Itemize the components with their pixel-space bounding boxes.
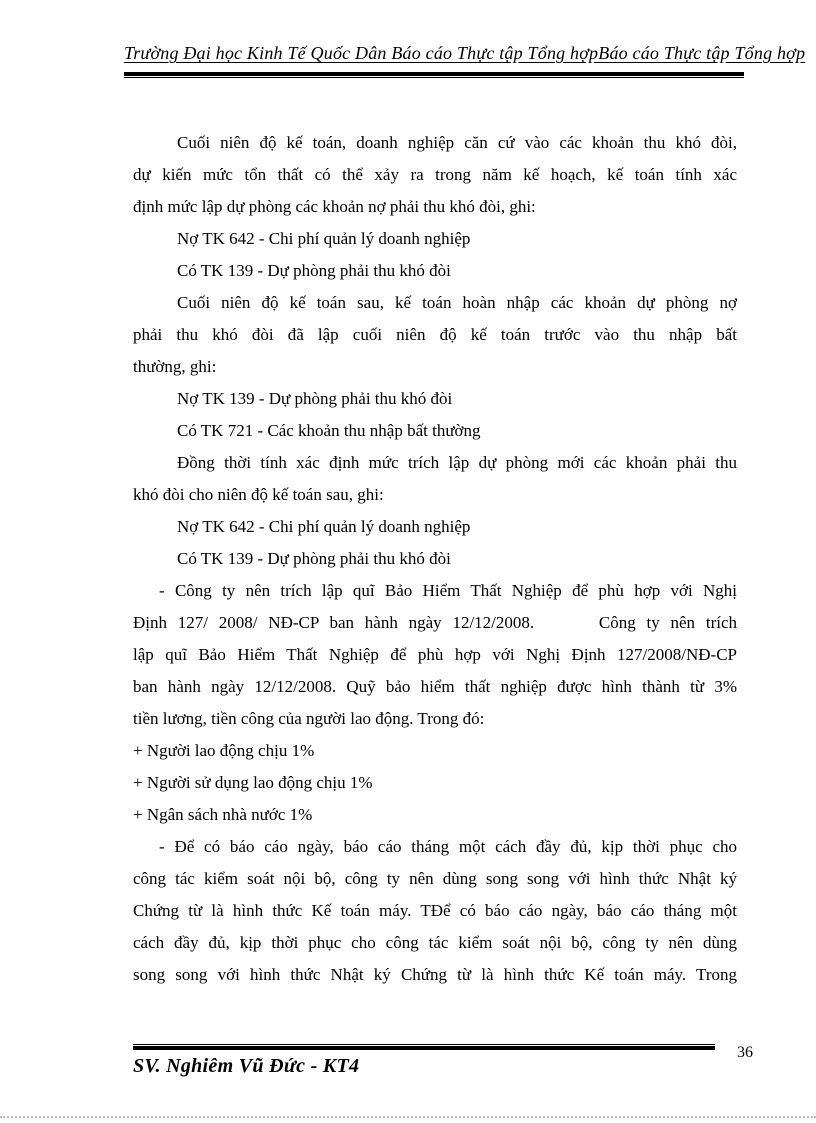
document-line: ban hành ngày 12/12/2008. Quỹ bảo hiểm thất nghiệp được hình thành từ 3%	[133, 677, 737, 696]
document-line: + Ngân sách nhà nước 1%	[133, 805, 313, 824]
document-line: cách đầy đủ, kịp thời phục cho công tác kiểm soát nội bộ, công ty nên dùng	[133, 933, 737, 952]
document-line: công tác kiểm soát nội bộ, công ty nên dùng song song với hình thức Nhật ký	[133, 869, 737, 888]
footer-author: SV. Nghiêm Vũ Đức - KT4	[133, 1055, 360, 1077]
footer-divider-rule	[133, 1044, 715, 1050]
document-line: Có TK 139 - Dự phòng phải thu khó đòi	[177, 261, 451, 280]
page-boundary-dotted-line	[0, 1116, 816, 1118]
document-line: thường, ghi:	[133, 357, 217, 376]
page-header-title: Trường Đại học Kinh Tế Quốc Dân Báo cáo Thực tập Tổng hợpBáo cáo Thực tập Tổng hợp	[124, 43, 806, 63]
document-line: Đồng thời tính xác định mức trích lập dự phòng mới các khoản phải thu	[177, 453, 737, 472]
document-line: Nợ TK 139 - Dự phòng phải thu khó đòi	[177, 389, 453, 408]
document-line: phải thu khó đòi đã lập cuối niên độ kế toán trước vào thu nhập bất	[133, 325, 737, 344]
document-line: Nợ TK 642 - Chi phí quản lý doanh nghiệp	[177, 517, 471, 536]
document-line: - Công ty nên trích lập quĩ Bảo Hiểm Thất Nghiệp để phù hợp với Nghị	[159, 581, 737, 600]
document-line: định mức lập dự phòng các khoản nợ phải thu khó đòi, ghi:	[133, 197, 536, 216]
document-line: + Người lao động chịu 1%	[133, 741, 315, 760]
document-line: Cuối niên độ kế toán, doanh nghiệp căn cứ vào các khoản thu khó đòi,	[177, 133, 737, 152]
document-line: lập quĩ Bảo Hiểm Thất Nghiệp để phù hợp với Nghị Định 127/2008/NĐ-CP	[133, 645, 737, 664]
document-line: Nợ TK 642 - Chi phí quản lý doanh nghiệp	[177, 229, 471, 248]
document-line: Cuối niên độ kế toán sau, kế toán hoàn nhập các khoản dự phòng nợ	[177, 293, 737, 312]
document-line: tiền lương, tiền công của người lao động. Trong đó:	[133, 709, 485, 728]
document-line: Chứng từ là hình thức Kế toán máy. TĐể có báo cáo ngày, báo cáo tháng một	[133, 901, 737, 920]
document-line: khó đòi cho niên độ kế toán sau, ghi:	[133, 485, 384, 504]
document-line: - Để có báo cáo ngày, báo cáo tháng một cách đầy đủ, kịp thời phục cho	[159, 837, 737, 856]
document-line: Định 127/ 2008/ NĐ-CP ban hành ngày 12/12/2008. Công ty nên trích	[133, 613, 737, 632]
document-line: + Người sử dụng lao động chịu 1%	[133, 773, 373, 792]
header-divider-rule	[124, 72, 744, 78]
document-line: dự kiến mức tổn thất có thể xảy ra trong năm kế hoạch, kế toán tính xác	[133, 165, 737, 184]
page-number: 36	[737, 1044, 753, 1061]
document-line: Có TK 139 - Dự phòng phải thu khó đòi	[177, 549, 451, 568]
document-line: Có TK 721 - Các khoản thu nhập bất thường	[177, 421, 481, 440]
document-body	[133, 127, 737, 991]
document-line: song song với hình thức Nhật ký Chứng từ là hình thức Kế toán máy. Trong	[133, 965, 737, 984]
